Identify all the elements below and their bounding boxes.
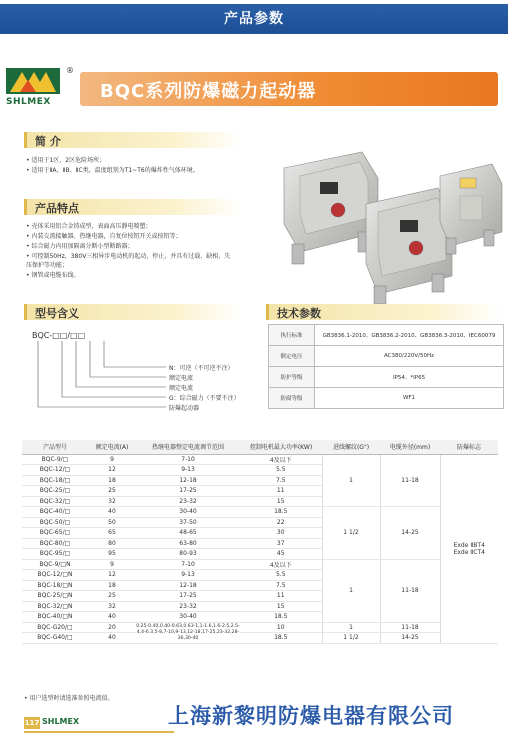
spec-cell: 45 (240, 549, 322, 560)
feature-item: • 钢管或电缆布线。 (26, 272, 80, 279)
spec-cell: BQC-9/□ (22, 454, 88, 465)
footer-brand: SHLMEX (42, 717, 80, 726)
spec-cell: 18 (88, 475, 136, 486)
spec-thread: 1 1/2 (322, 633, 380, 644)
page-number: 117 (24, 719, 40, 727)
spec-cell: 15 (240, 601, 322, 612)
spec-cell: 95 (88, 549, 136, 560)
tech-row (269, 367, 504, 388)
spec-cell: 30-40 (136, 507, 240, 518)
model-label: 防爆起动器 (169, 405, 200, 412)
tech-table (268, 324, 504, 409)
spec-cell: 7.5 (240, 475, 322, 486)
tech-row (269, 346, 504, 367)
spec-cell: 17-25 (136, 486, 240, 497)
spec-cell: 63-80 (136, 538, 240, 549)
header-bar (0, 0, 508, 36)
model-label: 额定电流 (169, 375, 194, 382)
spec-cell: 80 (88, 538, 136, 549)
spec-row (22, 454, 498, 465)
spec-row (22, 507, 498, 518)
spec-cell: 18.5 (240, 633, 322, 644)
model-heading (24, 304, 242, 320)
spec-cell: 50 (88, 517, 136, 528)
spec-ex-mark: Exde ⅡBT4 Exde ⅡCT4 (440, 454, 498, 643)
spec-header: 防爆标志 (440, 440, 498, 454)
features-heading (24, 199, 242, 215)
spec-cell: BQC-95/□ (22, 549, 88, 560)
spec-cell: 10 (240, 622, 322, 633)
spec-header-row (22, 440, 498, 454)
spec-cell: BQC-40/□N (22, 612, 88, 623)
spec-header: 额定电流(A) (88, 440, 136, 454)
tech-value: AC380/220V/50Hz (315, 346, 504, 367)
feature-item: • 壳体采用铝合金铸成型，表面高压静电喷塑； (26, 223, 152, 230)
brand-logo (6, 66, 74, 108)
spec-cell: 4及以下 (240, 559, 322, 570)
spec-header: 进线螺纹(G") (322, 440, 380, 454)
spec-cell: 32 (88, 601, 136, 612)
spec-cell: 37-50 (136, 517, 240, 528)
spec-cell: 20 (88, 622, 136, 633)
spec-cell: 5.5 (240, 570, 322, 581)
spec-cell: 80-93 (136, 549, 240, 560)
model-label: G：综合磁力（不要不注） (169, 395, 240, 402)
spec-cell: BQC-12/□ (22, 465, 88, 476)
feature-item: • 内装交流接触器、热继电器，自复位按钮开关或按钮等； (26, 233, 182, 240)
spec-row (22, 633, 498, 644)
spec-header: 热继电器整定电流调节范围 (136, 440, 240, 454)
spec-cell: BQC-18/□N (22, 580, 88, 591)
spec-row (22, 559, 498, 570)
product-photo (270, 148, 505, 308)
tech-key: 额定电压 (269, 346, 315, 367)
model-label: N：可逆（不可逆不注） (169, 365, 234, 372)
tech-title: 技术参数 (277, 307, 321, 320)
spec-table (22, 440, 498, 644)
feature-item: • 综合磁力内用加隔离分断小型断路器； (26, 243, 134, 250)
spec-cell: 9-13 (136, 465, 240, 476)
model-leader-lines (24, 331, 254, 421)
company-name: 上海新黎明防爆电器有限公司 (168, 703, 454, 728)
spec-header: 电缆外径(mm) (380, 440, 440, 454)
spec-cable: 14-25 (380, 507, 440, 560)
spec-cell: 12-18 (136, 475, 240, 486)
spec-cell: 37 (240, 538, 322, 549)
spec-cell: 12 (88, 570, 136, 581)
spec-cell: 7-10 (136, 559, 240, 570)
spec-cell: 11 (240, 591, 322, 602)
spec-cell: 23-32 (136, 496, 240, 507)
tech-value: GB3836.1-2010、GB3836.2-2010、GB3836.3-2010、IEC60079 (315, 325, 504, 346)
spec-cell: 12-18 (136, 580, 240, 591)
spec-cell: 12 (88, 465, 136, 476)
spec-cell: 48-65 (136, 528, 240, 539)
spec-cell: 5.5 (240, 465, 322, 476)
intro-heading (24, 132, 242, 148)
spec-cell: 18.5 (240, 612, 322, 623)
spec-cell: BQC-9/□N (22, 559, 88, 570)
spec-thread: 1 (322, 559, 380, 622)
spec-cell: 9-13 (136, 570, 240, 581)
spec-cell: 0.25-0.40,0.40-0.63,0.63-1,1-1.6,1.6-2.5,2.5-4,4-6.3,5-8,7-10,9-13,12-18,17-25,23-32,28-36,30-40 (136, 622, 240, 643)
spec-cell: BQC-G40/□ (22, 633, 88, 644)
spec-row (22, 622, 498, 633)
spec-cell: 4及以下 (240, 454, 322, 465)
spec-cell: 23-32 (136, 601, 240, 612)
spec-cell: 25 (88, 591, 136, 602)
spec-cell: BQC-80/□ (22, 538, 88, 549)
spec-cell: 7.5 (240, 580, 322, 591)
tech-value: WF1 (315, 388, 504, 409)
spec-cell: 65 (88, 528, 136, 539)
spec-cell: 7-10 (136, 454, 240, 465)
features-title: 产品特点 (35, 202, 79, 215)
spec-cable: 11-18 (380, 454, 440, 507)
spec-cell: 18 (88, 580, 136, 591)
spec-cell: 9 (88, 454, 136, 465)
tech-row (269, 325, 504, 346)
intro-item: • 适用于1区、2区危险场所； (26, 157, 106, 164)
spec-cell: 40 (88, 612, 136, 623)
spec-header: 产品型号 (22, 440, 88, 454)
page-title: 产品参数 (224, 11, 284, 27)
spec-cell: BQC-25/□N (22, 591, 88, 602)
model-title: 型号含义 (35, 307, 79, 320)
spec-thread: 1 (322, 454, 380, 507)
tech-key: 防腐等级 (269, 388, 315, 409)
product-banner (80, 72, 498, 106)
spec-cell: BQC-25/□ (22, 486, 88, 497)
spec-cable: 11-18 (380, 622, 440, 633)
tech-row (269, 388, 504, 409)
intro-item: • 适用于ⅡA、ⅡB、ⅡC类，温度组别为T1~T6的爆炸性气体环境。 (26, 167, 199, 174)
spec-cable: 14-25 (380, 633, 440, 644)
spec-cell: 22 (240, 517, 322, 528)
model-label: 额定电流 (169, 385, 194, 392)
tech-heading (266, 304, 502, 320)
footnote: • 用户选型时请选准参照电流值。 (24, 695, 114, 702)
brand-name: SHLMEX (6, 97, 51, 107)
tech-key: 执行标准 (269, 325, 315, 346)
product-title: BQC系列防爆磁力起动器 (100, 81, 317, 102)
spec-cell: BQC-65/□ (22, 528, 88, 539)
spec-cell: BQC-50/□ (22, 517, 88, 528)
spec-cell: 25 (88, 486, 136, 497)
intro-title: 简 介 (35, 135, 61, 148)
spec-cell: 32 (88, 496, 136, 507)
spec-cell: 11 (240, 486, 322, 497)
spec-cell: 40 (88, 633, 136, 644)
spec-cell: 30 (240, 528, 322, 539)
footer-rule (24, 731, 174, 733)
spec-cell: BQC-40/□ (22, 507, 88, 518)
tech-key: 防护等级 (269, 367, 315, 388)
spec-thread: 1 (322, 622, 380, 633)
spec-cell: BQC-32/□N (22, 601, 88, 612)
spec-cell: BQC-G20/□ (22, 622, 88, 633)
spec-cell: 15 (240, 496, 322, 507)
spec-header: 控制电机最大功率(KW) (240, 440, 322, 454)
spec-cell: 40 (88, 507, 136, 518)
spec-cell: 18.5 (240, 507, 322, 518)
model-code: BQC-□□/□□ (32, 331, 86, 340)
spec-cell: 30-40 (136, 612, 240, 623)
logo-icon (6, 66, 60, 96)
registered-mark: ® (66, 66, 74, 75)
spec-cable: 11-18 (380, 559, 440, 622)
spec-thread: 1 1/2 (322, 507, 380, 560)
spec-cell: BQC-18/□ (22, 475, 88, 486)
feature-item: 压保护等功能； (26, 262, 69, 269)
model-code-diagram (24, 331, 254, 421)
spec-cell: 17-25 (136, 591, 240, 602)
spec-cell: BQC-32/□ (22, 496, 88, 507)
feature-item: • 可控制50Hz，380V三相异步电动机的起动、停止，并具有过载、缺相、失 (26, 253, 231, 260)
spec-cell: 9 (88, 559, 136, 570)
tech-value: IP54、*IP65 (315, 367, 504, 388)
spec-cell: BQC-12/□N (22, 570, 88, 581)
